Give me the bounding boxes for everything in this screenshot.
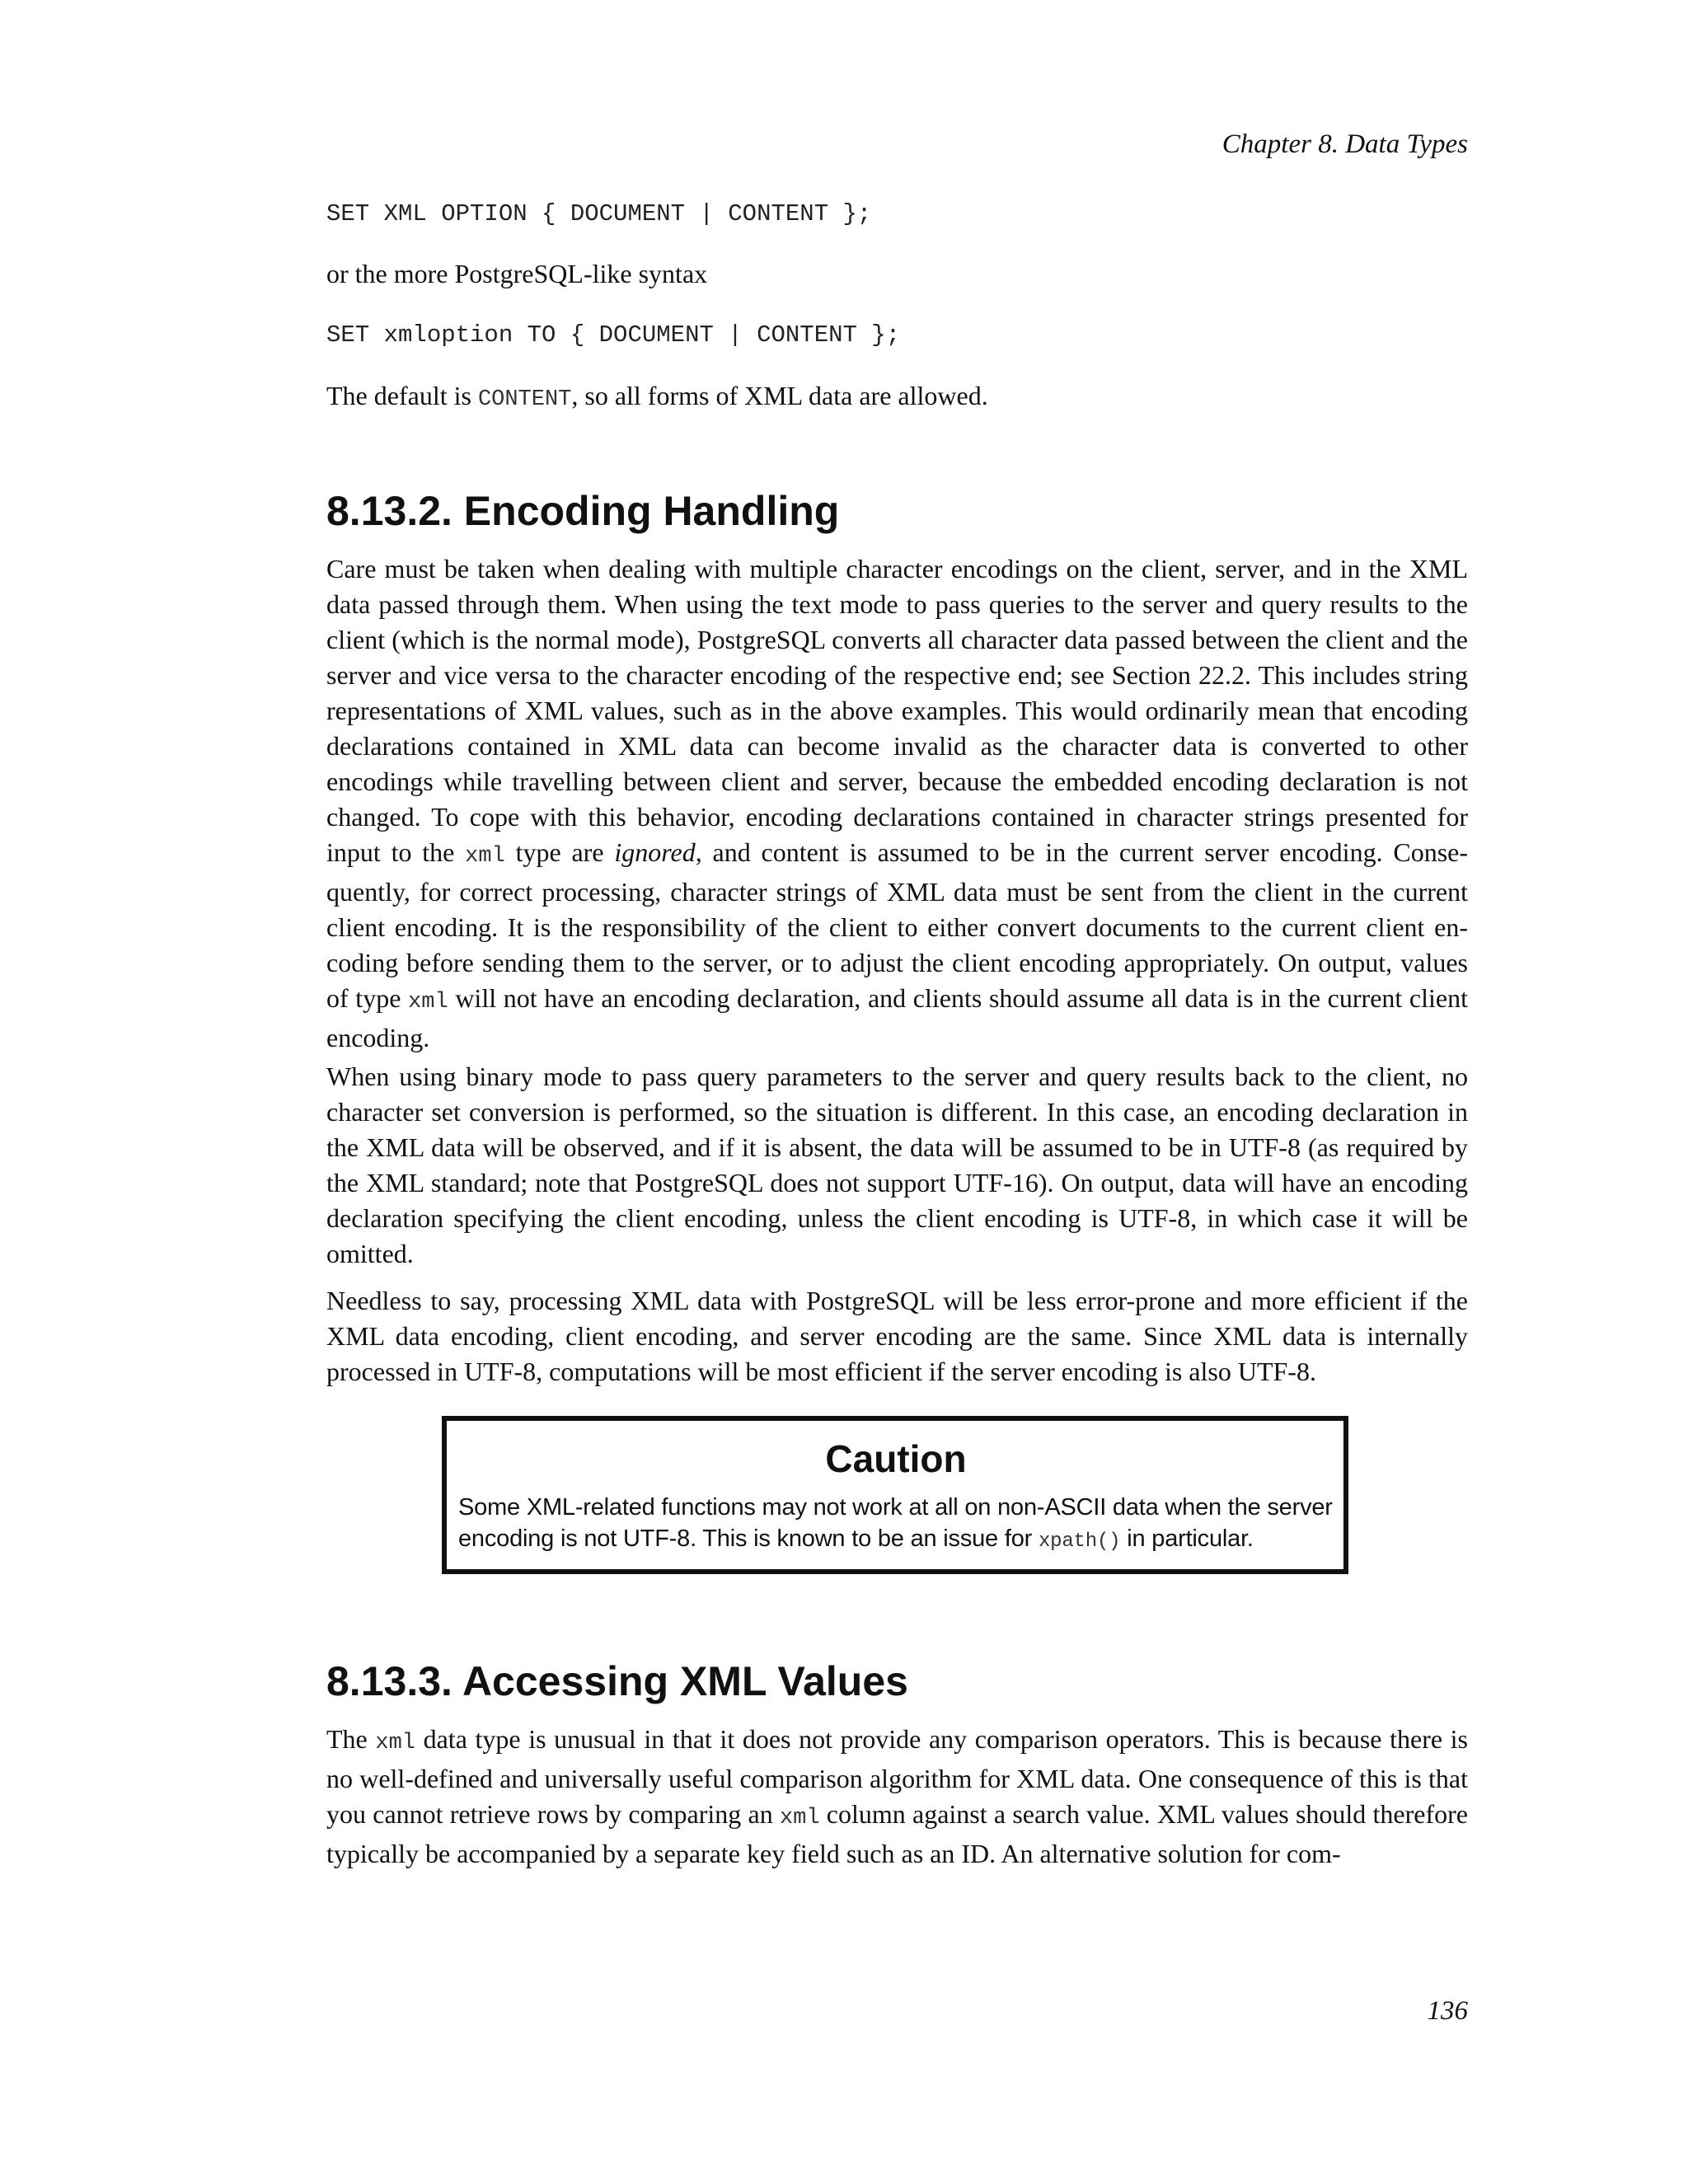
encoding-p2-text: When using binary mode to pass query parameters to the server and query results back to the client, no character set conversion is performed, so the situation is different. In this case, an encoding declaration in the XML data will be observed, and if it is absent, the data will be assumed to be in UTF-8 (as required by the XML standard; note that PostgreSQL does not support UTF-16). On output, data will have an encoding declaration specifying the client encoding, unless the client encoding is UTF-8, in which case it will be omitted. bbox=[326, 1062, 1468, 1268]
caution-text-a: Some XML-related functions may not work at all on non-ASCII data when the server encoding is not UTF-8. This is known to be an issue for bbox=[458, 1494, 1333, 1552]
code-set-xml-option: SET XML OPTION { DOCUMENT | CONTENT }; bbox=[326, 200, 872, 227]
page-number: 136 bbox=[1427, 1996, 1468, 2026]
inline-code-xml: xml bbox=[375, 1731, 415, 1755]
emphasis-ignored: ignored bbox=[614, 837, 696, 867]
inline-code-content: CONTENT bbox=[477, 387, 572, 412]
encoding-p1-text-d: will not have an encoding declaration, and clients should assume all data is in the current client encoding. bbox=[326, 983, 1469, 1052]
default-text-a: The default is bbox=[326, 381, 478, 410]
syntax-intro-paragraph bbox=[326, 256, 1468, 292]
caution-title: Caution bbox=[825, 1437, 967, 1480]
inline-code-xpath: xpath() bbox=[1038, 1530, 1121, 1553]
caution-body bbox=[458, 1492, 1334, 1558]
accessing-p1-text-b: data type is unusual in that it does not provide any comparison operators. This is because there is no well-defined and universally useful comparison algorithm for XML data. One consequence of this is that you cannot retrieve rows by comparing an bbox=[326, 1724, 1469, 1829]
encoding-paragraph-2 bbox=[326, 1059, 1468, 1272]
encoding-p1-text-b: type are bbox=[504, 837, 615, 867]
default-paragraph bbox=[326, 378, 1468, 418]
default-text-b: , so all forms of XML data are allowed. bbox=[571, 381, 988, 410]
encoding-paragraph-3 bbox=[326, 1283, 1468, 1390]
inline-code-xml: xml bbox=[465, 844, 505, 869]
accessing-p1-text-a: The bbox=[326, 1724, 376, 1754]
section-title-encoding-handling: 8.13.2. Encoding Handling bbox=[326, 488, 840, 534]
syntax-intro-text: or the more PostgreSQL-like syntax bbox=[326, 259, 708, 288]
accessing-p1-text-c: column against a search value. XML values should therefore typically be accompanied by a separate key field such as an ID. An alternative solution for com- bbox=[326, 1799, 1469, 1868]
caution-text-b: in particular. bbox=[1120, 1526, 1254, 1552]
encoding-paragraph-1 bbox=[326, 551, 1468, 1056]
accessing-paragraph-1 bbox=[326, 1722, 1468, 1872]
caution-box bbox=[442, 1416, 1348, 1574]
code-set-xmloption: SET xmloption TO { DOCUMENT | CONTENT }; bbox=[326, 321, 901, 349]
encoding-p1-text-a: Care must be taken when dealing with multiple character encodings on the client, server, and in the XML data passed through them. When using the text mode to pass queries to the server and query results to the client (which is the normal mode), PostgreSQL converts all character data passed between the client and the server and vice versa to the character encoding of the respective end; see Section 22.2. This includes string representations of XML values, such as in the above examples. This would ordinarily mean that encoding declarations contained in XML data can become invalid as the character data is converted to other encodings while travelling between client and server, because the embedded encoding declaration is not changed. To cope with this behavior, encoding declarations contained in character strings presented for input to the bbox=[326, 554, 1468, 867]
section-title-accessing-xml-values: 8.13.3. Accessing XML Values bbox=[326, 1658, 908, 1704]
inline-code-xml: xml bbox=[779, 1806, 820, 1830]
encoding-p3-text: Needless to say, processing XML data with PostgreSQL will be less error-prone and more efficient if the XML data encoding, client encoding, and server encoding are the same. Since XML data is internally processed in UTF-8, computations will be most efficient if the server encoding is also UTF-8. bbox=[326, 1286, 1468, 1386]
inline-code-xml: xml bbox=[408, 990, 448, 1015]
running-header: Chapter 8. Data Types bbox=[1221, 129, 1468, 159]
encoding-p1-text-c: , and content is assumed to be in the current server encoding. Consequently, for correct processing, character strings of XML data must be sent from the client in the current client encoding. It is the responsibility of the client to either convert documents to the current client encoding before sending them to the server, or to adjust the client encoding appropriately. On output, values of type bbox=[326, 837, 1469, 1013]
